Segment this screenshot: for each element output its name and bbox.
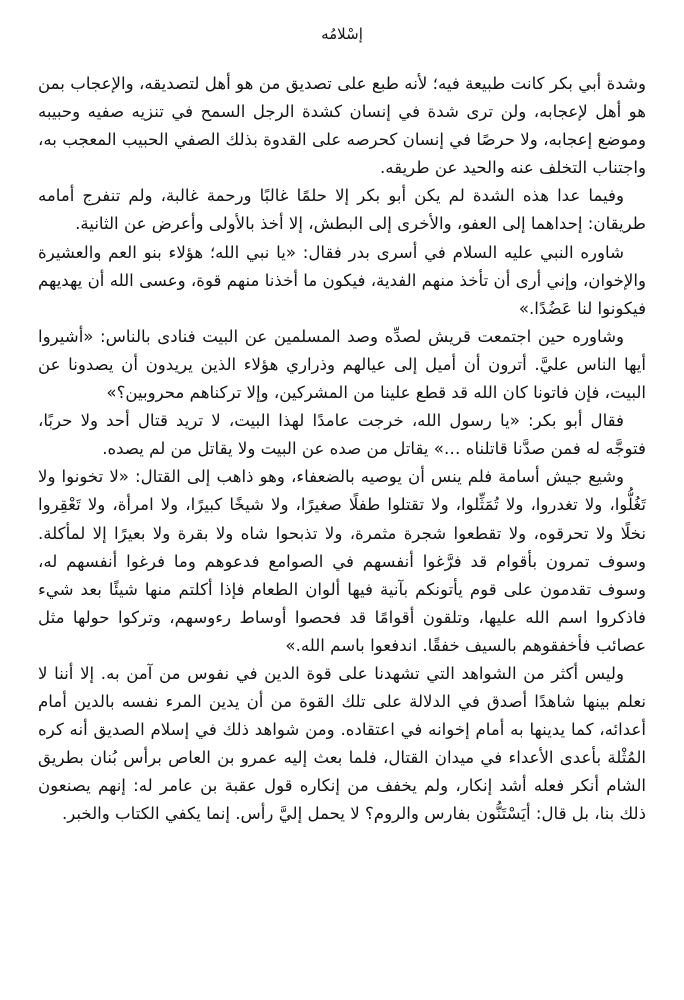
running-header: إسْلامُه — [321, 25, 363, 43]
paragraph: وليس أكثر من الشواهد التي تشهدنا على قوة الدين في نفوس من آمن به. إلا أننا لا نعلم بينها شاهدًا أصدق في الدلالة على تلك القوة من أن يدين المرء نفسه بالدين أمام أعدائه، كما يدينها به أمام إخوانه في اعتقاده. ومن شواهد ذلك في إسلام الصديق أنه كره المُثْلة بأعدى الأعداء في ميدان القتال، فلما بعث إليه عمرو بن العاص برأس بُنان بطريق الشام أنكر فعله أشد إنكار، ولم يخفف من إنكاره قول عقبة بن عامر له: إنهم يصنعون ذلك بنا، بل قال: أيَسْتَنُّون بفارس والروم؟ لا يحمل إليَّ رأس. إنما يكفي الكتاب والخبر. — [38, 663, 646, 824]
paragraph: شاوره النبي عليه السلام في أسرى بدر فقال: «يا نبي الله؛ هؤلاء بنو العم والعشيرة والإخوان، وإني أرى أن تأخذ منهم الفدية، فيكون ما أخذنا منهم قوة، وعسى الله أن يهديهم فيكونوا لنا عَضُدًا.» — [38, 242, 646, 318]
paragraph: وفيما عدا هذه الشدة لم يكن أبو بكر إلا حلمًا غالبًا ورحمة غالبة، ولم تنفرج أمامه طريقان: إحداهما إلى العفو، والأخرى إلى البطش، إلا أخذ بالأولى وأعرض عن الثانية. — [38, 186, 646, 234]
paragraph: فقال أبو بكر: «يا رسول الله، خرجت عامدًا لهذا البيت، لا تريد قتال أحد ولا حربًا، فتوجَّه له فمن صدَّنا قاتلناه …» يقاتل من صده عن البيت ولا يقاتل من لم يصده. — [38, 411, 646, 459]
paragraph: وشيع جيش أسامة فلم ينس أن يوصيه بالضعفاء، وهو ذاهب إلى القتال: «لا تخونوا ولا تَغُلُّوا، ولا تغدروا، ولا تُمَثِّلوا، ولا تقتلوا طفلًا صغيرًا، ولا شيخًا كبيرًا، ولا امرأة، ولا تَعْقِروا نخلًا ولا تحرقوه، ولا تقطعوا شجرة مثمرة، ولا تذبحوا شاه ولا بقرة ولا بعيرًا إلا لمأكلة. وسوف تمرون بأقوام قد فرَّغوا أنفسهم في الصوامع فدعوهم وما فرغوا أنفسهم له، وسوف تقدمون على قوم يأتونكم بآنية فيها ألوان الطعام فإذا أكلتم منها شيئًا بعد شيء فاذكروا اسم الله عليها، وتلقون أقوامًا قد فحصوا أوساط رءوسهم، وتركوا حولها مثل عصائب فأخفقوهم بالسيف خفقًا. اندفعوا باسم الله.» — [38, 467, 646, 655]
body-text — [38, 70, 646, 829]
paragraph: وشدة أبي بكر كانت طبيعة فيه؛ لأنه طبع على تصديق من هو أهل لتصديقه، والإعجاب بمن هو أهل لإعجابه، ولن ترى شدة في إنسان كشدة الرجل السمح في تنزيه صفيه وحبيبه وموضع إعجابه، ولا حرصًا في إنسان كحرصه على القدوة بذلك الصفي الحبيب المعجب به، واجتناب التخلف عنه والحيد عن طريقه. — [38, 74, 646, 178]
paragraph: وشاوره حين اجتمعت قريش لصدِّه وصد المسلمين عن البيت فنادى بالناس: «أشيروا أيها الناس عليَّ. أترون أن أميل إلى عيالهم وذراري هؤلاء الذين يريدون أن يصدونا عن البيت، فإن فاتونا كان الله قد قطع علينا من المشركين، وإلا تركناهم محروبين؟» — [38, 326, 646, 403]
